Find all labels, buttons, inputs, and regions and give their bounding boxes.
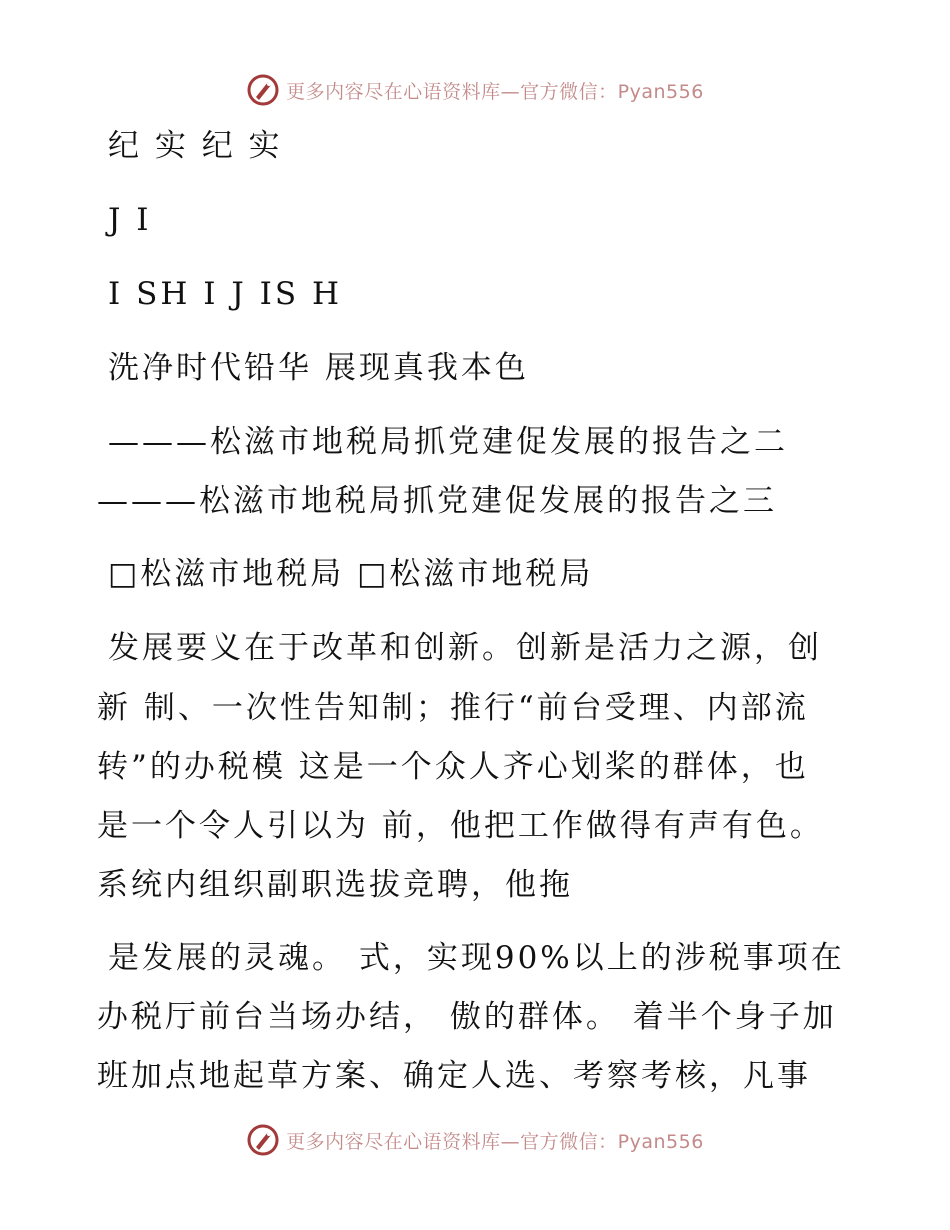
doc-line: 发展要义在于改革和创新。创新是活力之源，创 [108,630,822,666]
doc-subtitle: ———松滋市地税局抓党建促发展的报告之三 [97,483,777,519]
doc-subtitle: ———松滋市地税局抓党建促发展的报告之二 [108,424,788,460]
doc-line: 办税厅前台当场办结， 傲的群体。 着半个身子加 [97,999,837,1035]
doc-line: 班加点地起草方案、确定人选、考察考核，凡事 [97,1058,811,1094]
doc-line: 是发展的灵魂。 式，实现90%以上的涉税事项在 [108,940,845,976]
doc-title: 洗净时代铅华 展现真我本色 [108,350,529,386]
pen-nib-logo-icon [246,73,280,107]
doc-line: 转”的办税模 这是一个众人齐心划桨的群体，也 [97,749,809,785]
watermark-text: 更多内容尽在心语资料库—官方微信：Pyan556 [286,80,704,103]
doc-author: □松滋市地税局 □松滋市地税局 [108,556,594,592]
doc-line: 是一个令人引以为 前，他把工作做得有声有色。 [97,808,824,844]
footer-watermark [0,1120,950,1160]
doc-line: 系统内组织副职选拔竞聘，他拖 [97,867,573,903]
header-watermark [0,70,950,110]
watermark-text: 更多内容尽在心语资料库—官方微信：Pyan556 [286,1130,704,1153]
doc-line: 纪 实 纪 实 [108,128,283,164]
pen-nib-logo-icon [246,1123,280,1157]
doc-line: J I [108,202,152,238]
doc-line: 新 制、一次性告知制；推行“前台受理、内部流 [97,690,809,726]
doc-line: I SH I J IS H [108,276,342,312]
